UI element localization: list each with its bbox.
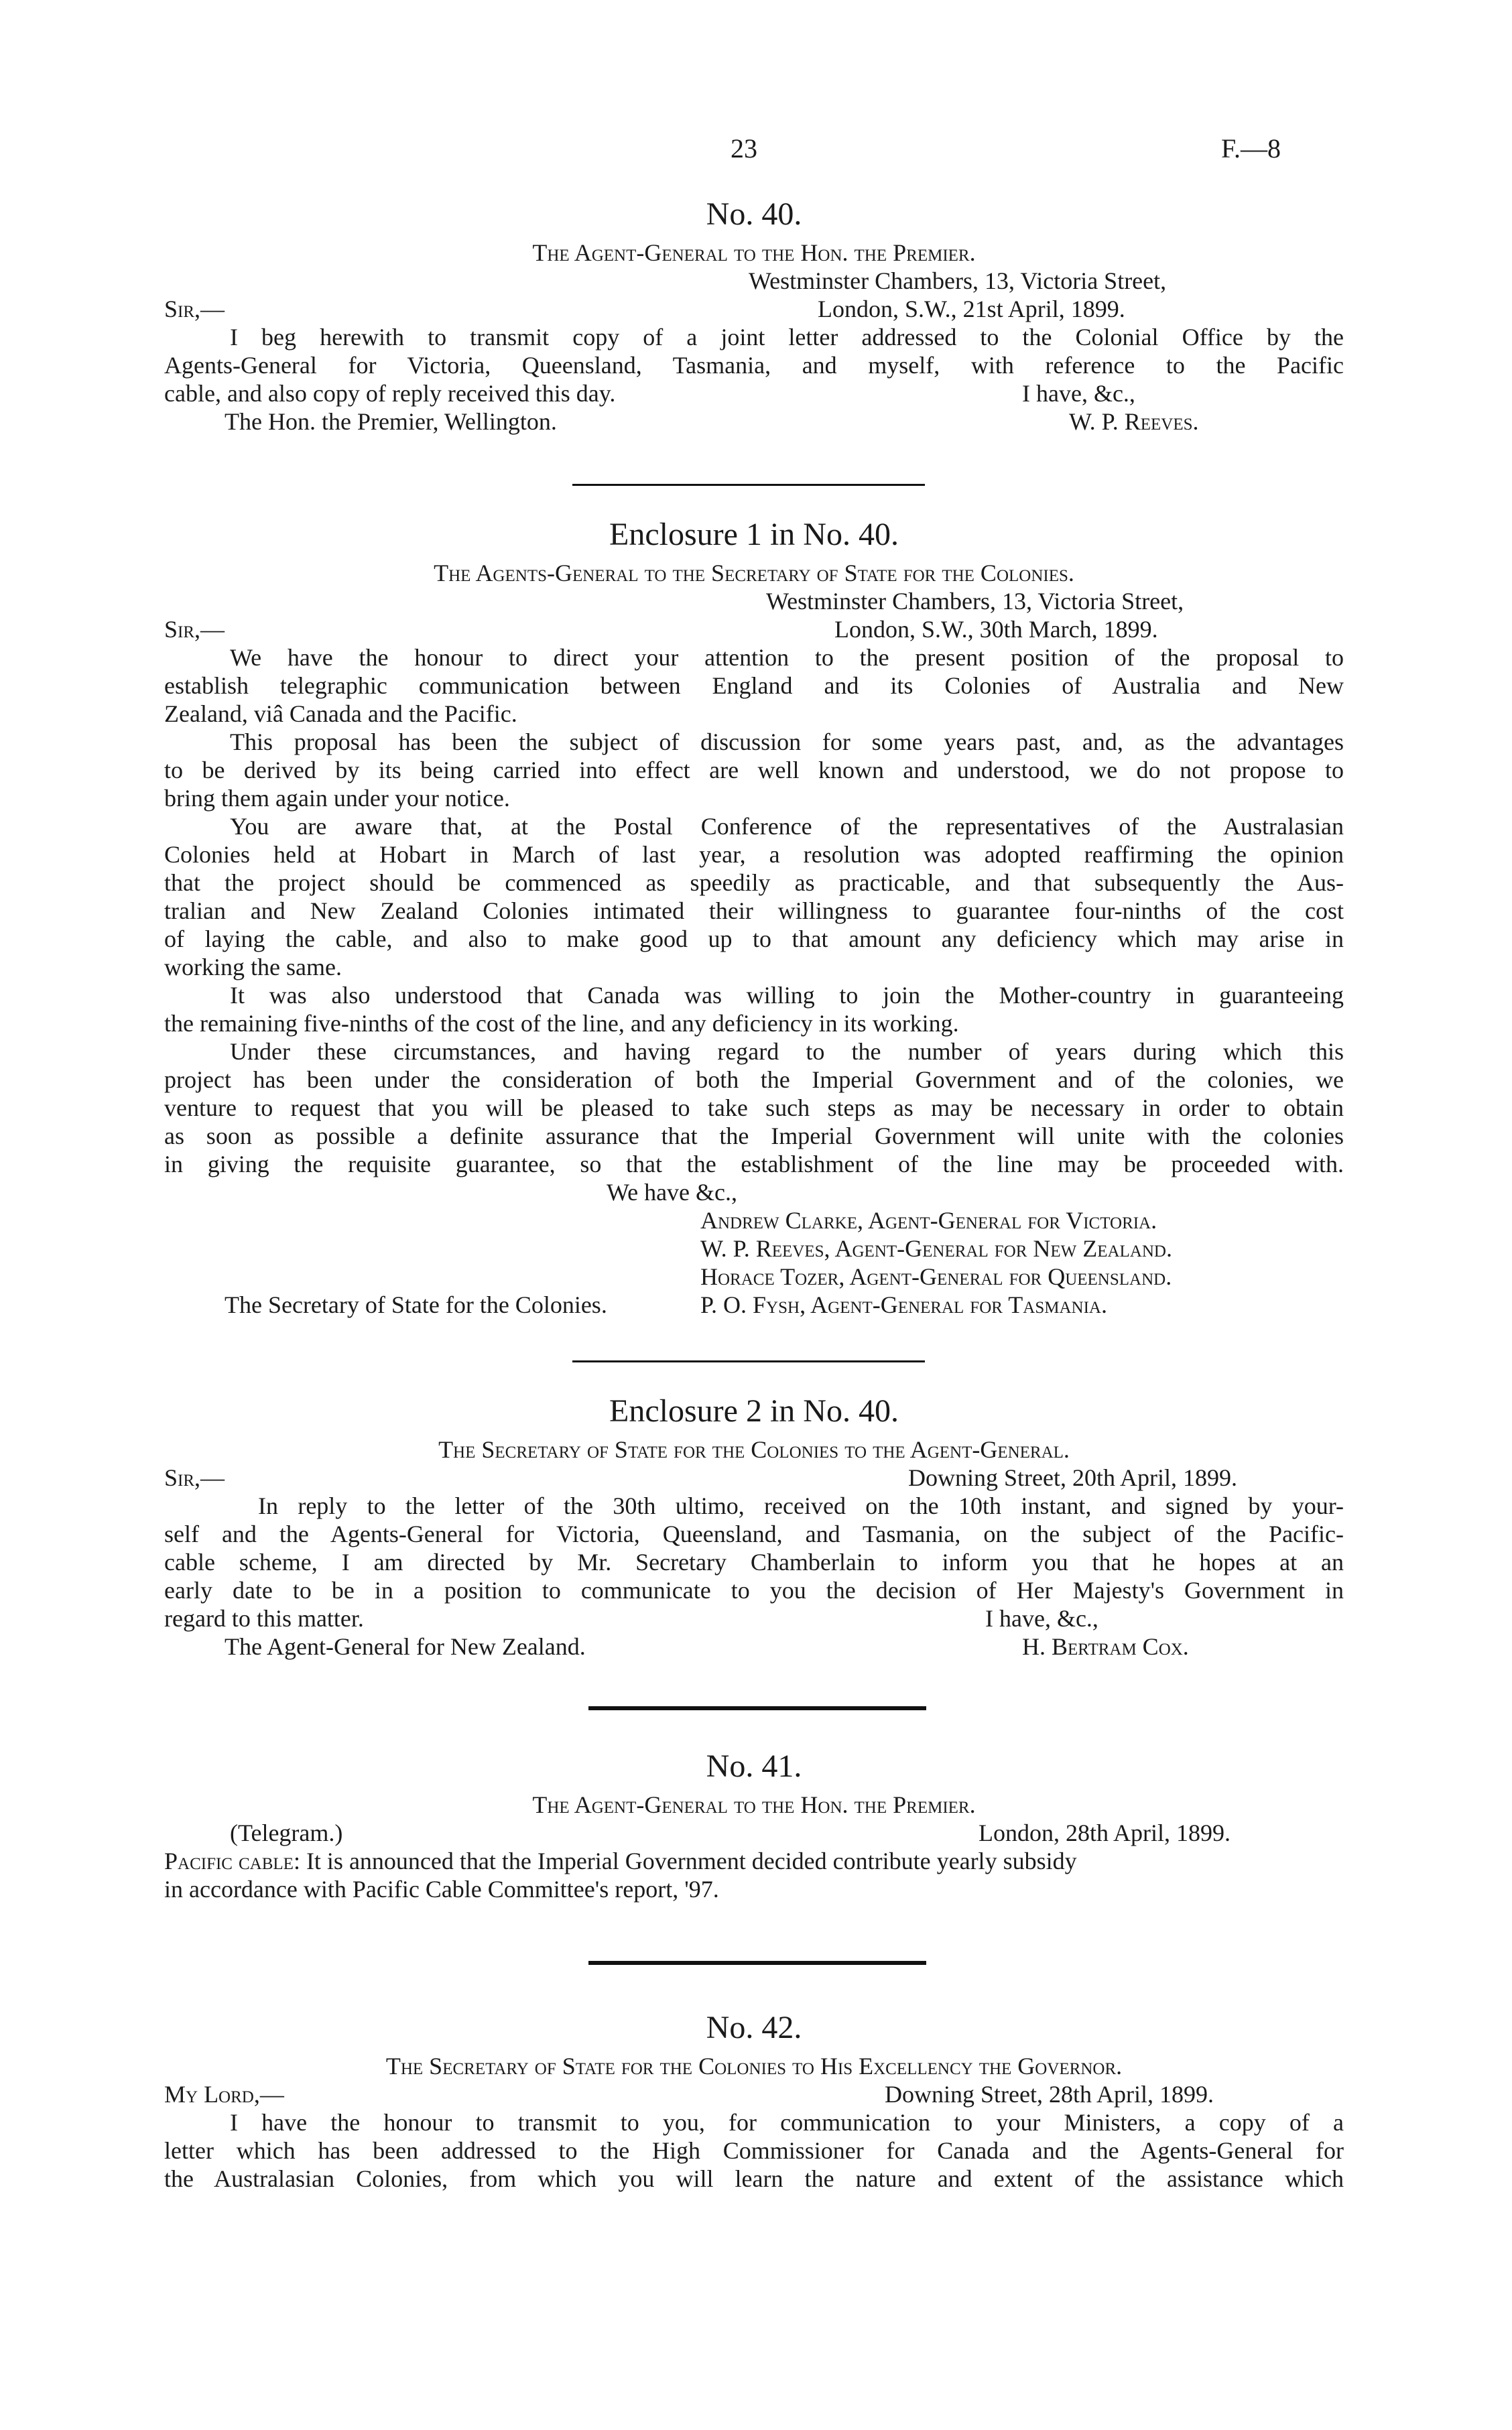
body-line: that the project should be commenced as speedily as practicable, and that subsequently the Aus- — [164, 869, 1344, 896]
section-subtitle: The Agent-General to the Hon. the Premier. — [532, 1791, 976, 1818]
body-line: Zealand, viâ Canada and the Pacific. — [164, 700, 517, 727]
body-line: Colonies held at Hobart in March of last year, a resolution was adopted reaffirming the opinion — [164, 841, 1344, 868]
section-divider — [588, 1961, 926, 1965]
section-enclosure-1 — [164, 516, 1344, 1319]
section-subtitle: The Secretary of State for the Colonies to His Excellency the Governor. — [385, 2053, 1123, 2080]
addressee: The Secretary of State for the Colonies. — [225, 1291, 607, 1318]
address-line: Westminster Chambers, 13, Victoria Street, — [749, 267, 1167, 294]
body-line: We have the honour to direct your attention to the present position of the proposal to — [230, 644, 1344, 671]
body-line: self and the Agents-General for Victoria, Queensland, and Tasmania, on the subject of the Pacific- — [164, 1521, 1344, 1547]
body-line: cable, and also copy of reply received this day. — [164, 380, 616, 407]
body-line: This proposal has been the subject of discussion for some years past, and, as the advantages — [230, 728, 1344, 755]
section-subtitle: The Secretary of State for the Colonies to the Agent-General. — [438, 1436, 1070, 1463]
body-line: tralian and New Zealand Colonies intimated their willingness to guarantee four-ninths of the cost — [164, 897, 1344, 924]
body-line: letter which has been addressed to the High Commissioner for Canada and the Agents-General for — [164, 2137, 1344, 2164]
document-reference: F.—8 — [1221, 133, 1281, 164]
body-line: in accordance with Pacific Cable Committee's report, '97. — [164, 1876, 719, 1903]
signature: P. O. Fysh, Agent-General for Tasmania. — [700, 1291, 1107, 1318]
body-line: Agents-General for Victoria, Queensland, Tasmania, and myself, with reference to the Pacific — [164, 352, 1344, 379]
section-no42 — [164, 2009, 1344, 2193]
section-heading: No. 42. — [706, 2010, 802, 2045]
address-line: Westminster Chambers, 13, Victoria Street, — [766, 588, 1184, 615]
body-line: working the same. — [164, 954, 342, 980]
salutation: Sir,— — [164, 1464, 225, 1491]
body-line: as soon as possible a definite assurance that the Imperial Government will unite with the colonies — [164, 1123, 1344, 1149]
signature: W. P. Reeves, Agent-General for New Zealand. — [700, 1235, 1172, 1262]
body-line: : It is announced that the Imperial Government decided contribute yearly subsidy — [293, 1848, 1077, 1874]
section-subtitle: The Agent-General to the Hon. the Premier. — [532, 239, 976, 266]
body-line: In reply to the letter of the 30th ultimo, received on the 10th instant, and signed by your- — [258, 1492, 1344, 1519]
section-heading: No. 40. — [706, 196, 802, 232]
body-line: You are aware that, at the Postal Conference of the representatives of the Australasian — [230, 813, 1344, 840]
address-date: Downing Street, 28th April, 1899. — [885, 2081, 1214, 2108]
salutation: My Lord,— — [164, 2081, 284, 2108]
signature: Andrew Clarke, Agent-General for Victoria. — [700, 1207, 1157, 1234]
section-heading: No. 41. — [706, 1748, 802, 1784]
signature: Horace Tozer, Agent-General for Queensland. — [700, 1263, 1172, 1290]
section-no41 — [164, 1748, 1344, 1903]
addressee: The Agent-General for New Zealand. — [225, 1633, 586, 1660]
body-line: early date to be in a position to communicate to you the decision of Her Majesty's Government in — [164, 1577, 1344, 1604]
body-line: in giving the requisite guarantee, so that the establishment of the line may be proceeded with. — [164, 1151, 1344, 1177]
body-line: I beg herewith to transmit copy of a joint letter addressed to the Colonial Office by the — [230, 324, 1344, 350]
section-divider — [588, 1706, 926, 1710]
salutation: Sir,— — [164, 616, 225, 643]
closing: I have, &c., — [1022, 380, 1135, 407]
section-enclosure-2 — [164, 1393, 1344, 1661]
body-line: to be derived by its being carried into effect are well known and understood, we do not propose to — [164, 757, 1344, 783]
section-no40 — [164, 196, 1344, 436]
body-line: of laying the cable, and also to make good up to that amount any deficiency which may arise in — [164, 925, 1344, 952]
body-line: regard to this matter. — [164, 1605, 364, 1632]
telegram-lead: Pacific cable — [164, 1848, 294, 1874]
section-heading: Enclosure 1 in No. 40. — [609, 517, 899, 552]
closing: I have, &c., — [985, 1605, 1098, 1632]
body-line: Under these circumstances, and having regard to the number of years during which this — [230, 1038, 1344, 1065]
body-line: the remaining five-ninths of the cost of the line, and any deficiency in its working. — [164, 1010, 959, 1037]
closing: We have &c., — [607, 1179, 738, 1206]
section-heading: Enclosure 2 in No. 40. — [609, 1393, 899, 1429]
address-date: London, S.W., 30th March, 1899. — [834, 616, 1158, 643]
address-date: London, S.W., 21st April, 1899. — [818, 296, 1125, 322]
body-line: cable scheme, I am directed by Mr. Secretary Chamberlain to inform you that he hopes at an — [164, 1549, 1344, 1576]
body-line: bring them again under your notice. — [164, 785, 510, 812]
body-line: venture to request that you will be pleased to take such steps as may be necessary in order to obtain — [164, 1094, 1344, 1121]
address-date: London, 28th April, 1899. — [979, 1819, 1231, 1846]
addressee: The Hon. the Premier, Wellington. — [225, 408, 557, 435]
signature: H. Bertram Cox. — [1022, 1633, 1189, 1660]
body-line: establish telegraphic communication between England and its Colonies of Australia and New — [164, 672, 1344, 699]
body-line: project has been under the consideration of both the Imperial Government and of the colonies, we — [164, 1066, 1344, 1093]
body-line: the Australasian Colonies, from which you will learn the nature and extent of the assistance which — [164, 2165, 1344, 2192]
section-divider — [572, 1360, 925, 1362]
body-line: I have the honour to transmit to you, for communication to your Ministers, a copy of a — [230, 2109, 1344, 2136]
salutation: Sir,— — [164, 296, 225, 322]
address-date: Downing Street, 20th April, 1899. — [908, 1464, 1237, 1491]
section-divider — [572, 484, 925, 486]
telegram-label: (Telegram.) — [230, 1819, 343, 1846]
page-number: 23 — [731, 133, 757, 164]
body-line: It was also understood that Canada was willing to join the Mother-country in guaranteeing — [230, 982, 1344, 1009]
section-subtitle: The Agents-General to the Secretary of State for the Colonies. — [434, 560, 1074, 586]
signature: W. P. Reeves. — [1069, 408, 1199, 435]
